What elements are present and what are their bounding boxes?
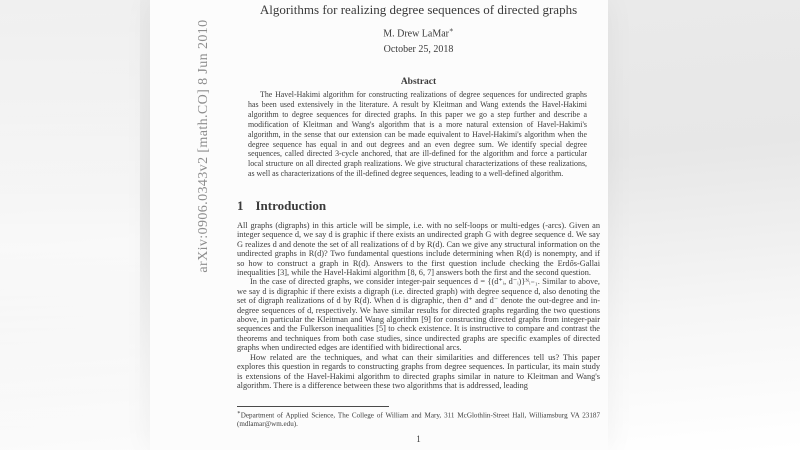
intro-paragraph-1: All graphs (digraphs) in this article will be simple, i.e. with no self-loops or multi-edges (-arcs). Given an integer sequence d, we say d is graphic if there exists an undirected graph G with degree sequence d. We say G realizes d and denote the set of all realizations of d by R(d). Can we give any structural information on the undirected graphs in R(d)? Two fundamental questions include determining when R(d) is nonempty, and if so how to construct a graph in R(d). Answers to the first question include checking the Erdős-Gallai inequalities [3], while the Havel-Hakimi algorithm [8, 6, 7] answers both the first and the second question.	[237, 221, 600, 278]
abstract-heading: Abstract	[400, 77, 437, 87]
intro-paragraph-3: How related are the techniques, and what can their similarities and differences tell us? This paper explores this question in regards to constructing graphs from degree sequences. In particular, its main study is extensions of the Havel-Hakimi algorithm to directed graphs similar in nature to Kleitman and Wang's algorithm. There is a difference between these two algorithms that is addressed, leading	[237, 352, 600, 390]
section-heading	[237, 198, 326, 214]
paper-content-column	[237, 0, 600, 450]
pdf-page	[150, 0, 608, 450]
section-title: Introduction	[255, 198, 327, 213]
footnote-separator-rule	[237, 406, 389, 407]
abstract-text: The Havel-Hakimi algorithm for constructing realizations of degree sequences for undirected graphs has been used extensively in the literature. A result by Kleitman and Wang extends the Havel-Hakimi algorithm to degree sequences for directed graphs. In this paper we go a step further and describe a modification of Kleitman and Wang's algorithm that is a more natural extension of Havel-Hakimi's algorithm, in the sense that our extension can be made equivalent to Havel-Hakimi's algorithm when the degree sequence has equal in and out degrees and an even degree sum. We identify special degree sequences, called directed 3-cycle anchored, that are ill-defined for the algorithm and force a particular local structure on all directed graph realizations. We give structural characterizations of these realizations, as well as characterizations of the ill-defined degree sequences, leading to a well-defined algorithm.	[248, 90, 587, 179]
author-footnote-marker: ∗	[449, 26, 454, 34]
footnote-text: Department of Applied Science, The College of William and Mary, 311 McGlothlin-Street Hall, Williamsburg VA 23187 (mdlamar@wm.edu).	[237, 411, 600, 429]
author-line	[237, 26, 600, 39]
footnote-marker: ∗	[237, 410, 241, 416]
arxiv-identifier-stamp: arXiv:0906.0343v2 [math.CO] 8 Jun 2010	[196, 19, 211, 273]
paper-date: October 25, 2018	[383, 44, 454, 55]
paper-title: Algorithms for realizing degree sequences of directed graphs	[259, 2, 578, 17]
page-number: 1	[416, 434, 421, 444]
author-name: M. Drew LaMar	[383, 28, 450, 40]
introduction-body	[237, 221, 600, 390]
intro-paragraph-2: In the case of directed graphs, we consider integer-pair sequences d = {(d⁺ᵢ, d⁻ᵢ)}ᴺᵢ₌₁. Similar to above, we say d is digraphic if there exists a digraph (i.e. directed graph) with degree sequence d, also denoting the set of digraph realizations of d by R(d). When d is digraphic, then d⁺ and d⁻ denote the out-degree and in-degree sequences of d, respectively. We have similar results for directed graphs regarding the two questions above, in particular the Kleitman and Wang algorithm [9] for constructing directed graphs from integer-pair sequences and the Fulkerson inequalities [5] to check existence. It is instructive to compare and contrast the theorems and techniques from both case studies, since undirected graphs are specific examples of directed graphs when undirected edges are identified with bidirectional arcs.	[237, 277, 600, 353]
section-number: 1	[237, 198, 244, 213]
author-affiliation-footnote	[237, 409, 600, 429]
